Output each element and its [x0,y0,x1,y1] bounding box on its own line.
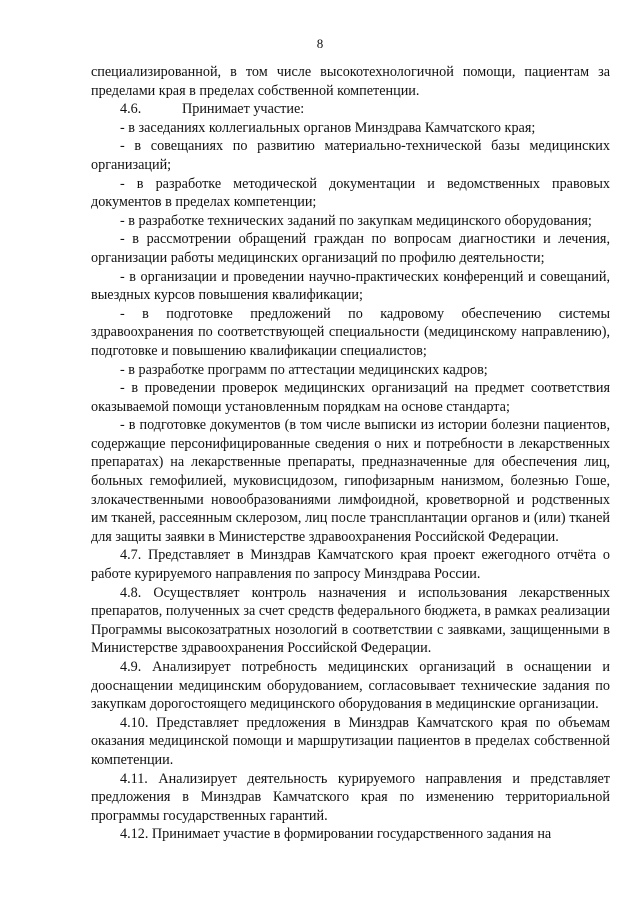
section-4-12: 4.12. Принимает участие в формировании государственного задания на [120,826,552,843]
list-item-collegial-bodies: - в заседаниях коллегиальных органов Минздрава Камчатского края; [120,119,536,136]
section-4-9: 4.9. Анализирует потребность медицинских организаций в оснащении и дооснащении медицинским оборудованием, согласовывает технические задания по закупкам дорогостоящего медицинского оборудования в медицинские организации. [91,659,610,713]
section-4-7: 4.7. Представляет в Минздрав Камчатского края проект ежегодного отчёта о работе курируемого направления по запросу Минздрава России. [91,547,610,583]
document-body [91,63,610,844]
list-item-material-base-meetings: - в совещаниях по развитию материально-технической базы медицинских организаций; [91,138,610,173]
list-item-certification: - в разработке программ по аттестации медицинских кадров; [120,361,488,378]
section-4-6-heading [91,100,610,119]
list-item-medication-documents: - в подготовке документов (в том числе выписки из истории болезни пациентов, содержащие персонифицированные сведения о них и потребности в лекарственных препаратах) на лекарственные препараты, предназначенные для обеспечения лиц, больных гемофилией, муковисцидозом, гипофизарным нанизмом, болезнью Гоше, злокачественными новообразованиями лимфоидной, кроветворной и родственных им тканей, рассеянным склерозом, лиц после трансплантации органов и (или) тканей для защиты заявки в Министерстве здравоохранения Российской Федерации. [91,417,610,545]
list-item-methodical-documents: - в разработке методической документации и ведомственных правовых документов в пределах компетенции; [91,175,610,211]
list-item-conferences: - в организации и проведении научно-практических конференций и совещаний, выездных курсов повышения квалификации; [91,268,610,304]
section-number: 4.6. [120,101,142,118]
list-item-staffing: - в подготовке предложений по кадровому обеспечению системы здравоохранения по соответствующей специальности (медицинскому направлению), подготовке и повышению квалификации специалистов; [91,305,610,359]
list-item-technical-specs: - в разработке технических заданий по закупкам медицинского оборудования; [120,212,592,229]
section-4-10: 4.10. Представляет предложения в Минздрав Камчатского края по объемам оказания медицинской помощи и маршрутизации пациентов в пределах собственной компетенции. [91,714,610,768]
section-4-8: 4.8. Осуществляет контроль назначения и использования лекарственных препаратов, полученных за счет средств федерального бюджета, в рамках реализации Программы высокозатратных нозологий в соответствии с заявками, защищенными в Министерстве здравоохранения Российской Федерации. [91,584,610,657]
list-item-citizen-appeals: - в рассмотрении обращений граждан по вопросам диагностики и лечения, организации работы медицинских организаций по профилю деятельности; [91,231,610,266]
section-heading-text: Принимает участие: [182,101,305,118]
paragraph-continuation: специализированной, в том числе высокотехнологичной помощи, пациентам за пределами края в пределах собственной компетенции. [91,64,610,99]
page-number: 8 [316,36,324,51]
list-item-inspections: - в проведении проверок медицинских организаций на предмет соответствия оказываемой помощи установленным порядкам на основе стандарта; [91,380,610,415]
section-4-11: 4.11. Анализирует деятельность курируемого направления и представляет предложения в Минздрав Камчатского края по изменению территориальной программы государственных гарантий. [91,770,610,824]
